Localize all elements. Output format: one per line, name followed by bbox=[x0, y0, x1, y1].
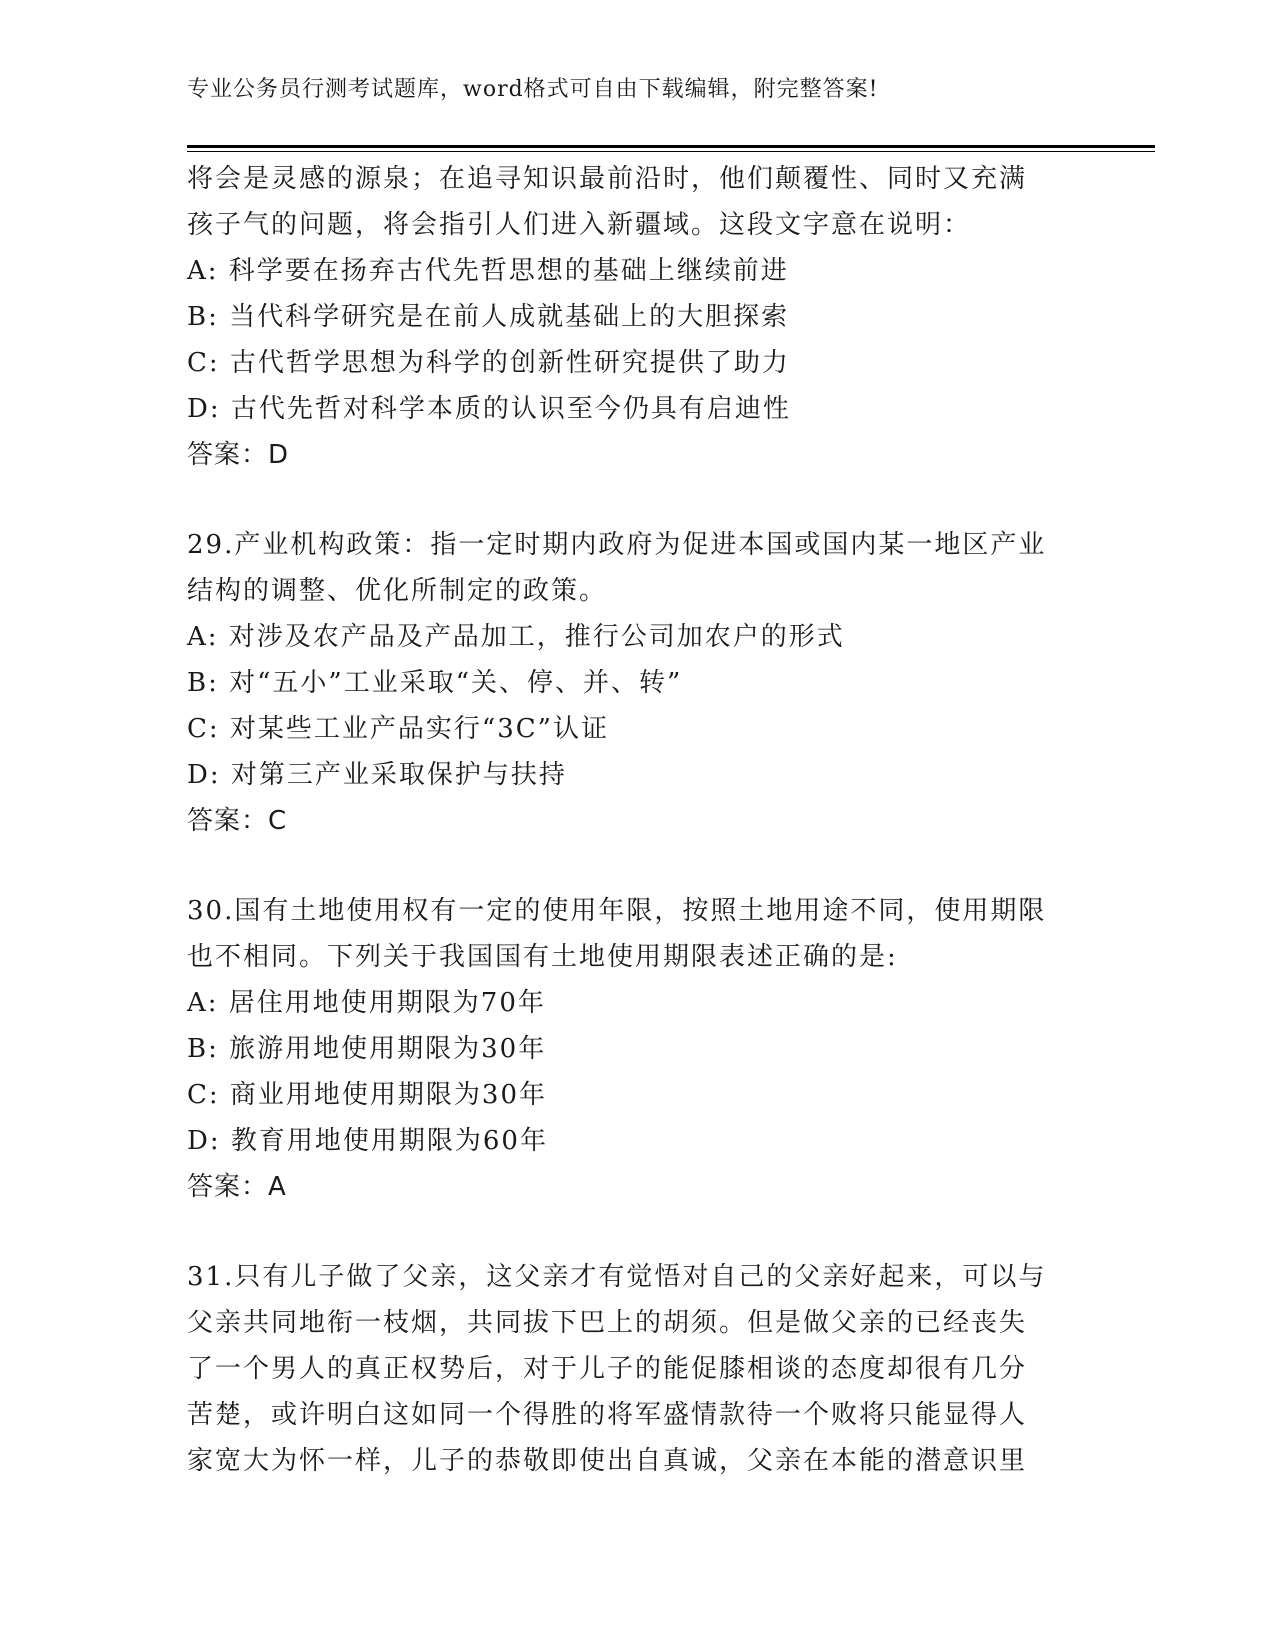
option-b: B: 当代科学研究是在前人成就基础上的大胆探索 bbox=[187, 302, 790, 332]
question-text-line: 29.产业机构政策：指一定时期内政府为促进本国或国内某一地区产业 bbox=[187, 530, 1047, 560]
option-a: A: 居住用地使用期限为70年 bbox=[187, 988, 546, 1018]
option-d: D: 对第三产业采取保护与扶持 bbox=[187, 760, 567, 790]
header-rule-thin bbox=[187, 151, 1155, 152]
answer-line: 答案：A bbox=[187, 1172, 287, 1202]
option-d: D: 古代先哲对科学本质的认识至今仍具有启迪性 bbox=[187, 394, 791, 424]
page-header: 专业公务员行测考试题库，word格式可自由下载编辑，附完整答案! bbox=[187, 77, 879, 102]
question-block bbox=[187, 888, 1107, 1210]
question-text-line: 苦楚，或许明白这如同一个得胜的将军盛情款待一个败将只能显得人 bbox=[187, 1400, 1028, 1430]
option-c: C: 古代哲学思想为科学的创新性研究提供了助力 bbox=[187, 348, 790, 378]
answer-line: 答案：D bbox=[187, 440, 290, 470]
option-c: C: 对某些工业产品实行“3C”认证 bbox=[187, 714, 609, 744]
question-content bbox=[187, 156, 1107, 1484]
question-text-line: 父亲共同地衔一枝烟，共同拔下巴上的胡须。但是做父亲的已经丧失 bbox=[187, 1308, 1028, 1338]
question-text-line: 了一个男人的真正权势后，对于儿子的能促膝相谈的态度却很有几分 bbox=[187, 1354, 1028, 1384]
question-block bbox=[187, 522, 1107, 844]
option-c: C: 商业用地使用期限为30年 bbox=[187, 1080, 548, 1110]
answer-line: 答案：C bbox=[187, 806, 288, 836]
option-a: A: 科学要在扬弃古代先哲思想的基础上继续前进 bbox=[187, 256, 789, 286]
option-d: D: 教育用地使用期限为60年 bbox=[187, 1126, 548, 1156]
question-block bbox=[187, 1254, 1107, 1484]
question-text-line: 也不相同。下列关于我国国有土地使用期限表述正确的是: bbox=[187, 942, 898, 972]
header-rule-thick bbox=[187, 145, 1155, 148]
option-b: B: 对“五小”工业采取“关、停、并、转” bbox=[187, 668, 683, 698]
option-b: B: 旅游用地使用期限为30年 bbox=[187, 1034, 547, 1064]
question-text-line: 31.只有儿子做了父亲，这父亲才有觉悟对自己的父亲好起来，可以与 bbox=[187, 1262, 1047, 1292]
question-text-line: 孩子气的问题，将会指引人们进入新疆域。这段文字意在说明： bbox=[187, 210, 972, 240]
option-a: A: 对涉及农产品及产品加工，推行公司加农户的形式 bbox=[187, 622, 845, 652]
question-text-line: 结构的调整、优化所制定的政策。 bbox=[187, 576, 608, 606]
question-text-line: 30.国有土地使用权有一定的使用年限，按照土地用途不同，使用期限 bbox=[187, 896, 1047, 926]
question-text-line: 家宽大为怀一样，儿子的恭敬即使出自真诚，父亲在本能的潜意识里 bbox=[187, 1446, 1028, 1476]
question-block bbox=[187, 156, 1107, 478]
question-text-line: 将会是灵感的源泉；在追寻知识最前沿时，他们颠覆性、同时又充满 bbox=[187, 164, 1028, 194]
